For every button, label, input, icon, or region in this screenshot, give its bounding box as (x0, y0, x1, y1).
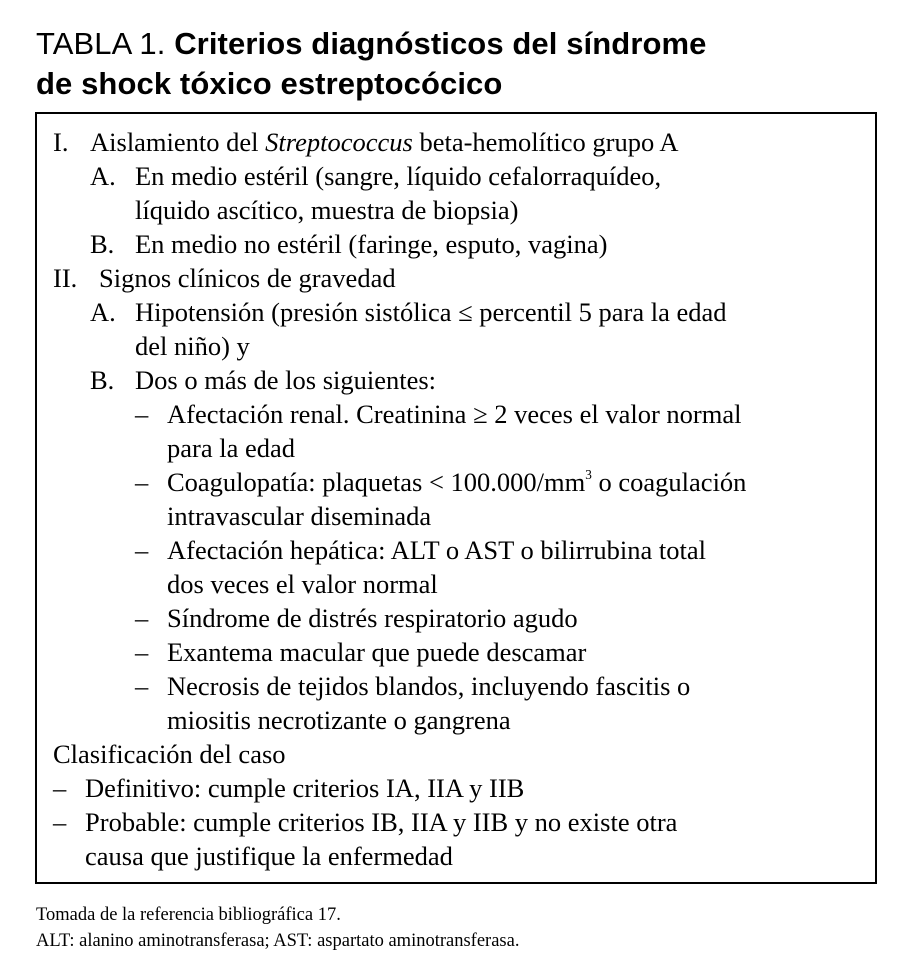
section-iib-text: Dos o más de los siguientes: (135, 365, 437, 395)
classification-definitive: Definitivo: cumple criterios IA, IIA y IIB (85, 773, 525, 803)
section-ib-line-1: En medio no estéril (faringe, esputo, vagina) (135, 229, 608, 259)
bullet-dash: – (135, 535, 149, 565)
title-text-line-2: de shock tóxico estreptocócico (36, 66, 503, 101)
bullet-coagulopathy-line-1 (167, 465, 746, 499)
section-ii-text: Signos clínicos de gravedad (99, 263, 396, 293)
footnote-source: Tomada de la referencia bibliográfica 17. (36, 905, 341, 925)
section-iia-number: A. (90, 297, 116, 327)
bullet-dash: – (135, 467, 149, 497)
bullet-dash: – (135, 671, 149, 701)
classification-probable-line-1: Probable: cumple criterios IB, IIA y IIB y no existe otra (85, 807, 678, 837)
bullet-coagulopathy-line-2: intravascular diseminada (167, 501, 432, 531)
section-ii-number: II. (53, 263, 78, 293)
classification-probable-line-2: causa que justifique la enfermedad (85, 841, 453, 871)
bullet-hepatic-line-1: Afectación hepática: ALT o AST o bilirrubina total (167, 535, 706, 565)
bullet-necrosis-line-1: Necrosis de tejidos blandos, incluyendo fascitis o (167, 671, 691, 701)
bullet-renal-line-1: Afectación renal. Creatinina ≥ 2 veces el valor normal (167, 399, 742, 429)
title-text-line-1: Criterios diagnósticos del síndrome (174, 26, 707, 61)
bullet-dash: – (135, 603, 149, 633)
section-iia-line-1: Hipotensión (presión sistólica ≤ percentil 5 para la edad (135, 297, 727, 327)
coagulopathy-text-post: o coagulación (591, 467, 747, 497)
title-line-1 (36, 24, 896, 64)
classification-dash: – (53, 773, 67, 803)
section-i-text (90, 125, 679, 159)
section-iib-number: B. (90, 365, 115, 395)
criteria-box (35, 112, 877, 884)
coagulopathy-text-pre: Coagulopatía: plaquetas < 100.000/mm (167, 467, 586, 497)
bullet-necrosis-line-2: miositis necrotizante o gangrena (167, 705, 511, 735)
coagulopathy-superscript: 3 (585, 467, 592, 483)
bullet-renal-line-2: para la edad (167, 433, 295, 463)
section-i-text-post: beta-hemolítico grupo A (412, 127, 679, 157)
section-ia-line-1: En medio estéril (sangre, líquido cefalorraquídeo, (135, 161, 662, 191)
bullet-exanthema: Exantema macular que puede descamar (167, 637, 587, 667)
section-ia-number: A. (90, 161, 116, 191)
bullet-respiratory: Síndrome de distrés respiratorio agudo (167, 603, 578, 633)
section-iia-line-2: del niño) y (135, 331, 250, 361)
section-ia-line-2: líquido ascítico, muestra de biopsia) (135, 195, 519, 225)
footnote-abbreviations: ALT: alanino aminotransferasa; AST: aspartato aminotransferasa. (36, 931, 520, 951)
section-i-number: I. (53, 127, 69, 157)
title-label: TABLA 1. (36, 26, 166, 61)
bullet-dash: – (135, 399, 149, 429)
title-line-2 (36, 64, 896, 104)
classification-dash: – (53, 807, 67, 837)
section-i-text-pre: Aislamiento del (90, 127, 266, 157)
bullet-hepatic-line-2: dos veces el valor normal (167, 569, 438, 599)
section-ib-number: B. (90, 229, 115, 259)
bullet-dash: – (135, 637, 149, 667)
classification-heading: Clasificación del caso (53, 739, 286, 769)
table-title (36, 24, 896, 104)
section-i-text-italic: Streptococcus (265, 127, 413, 157)
